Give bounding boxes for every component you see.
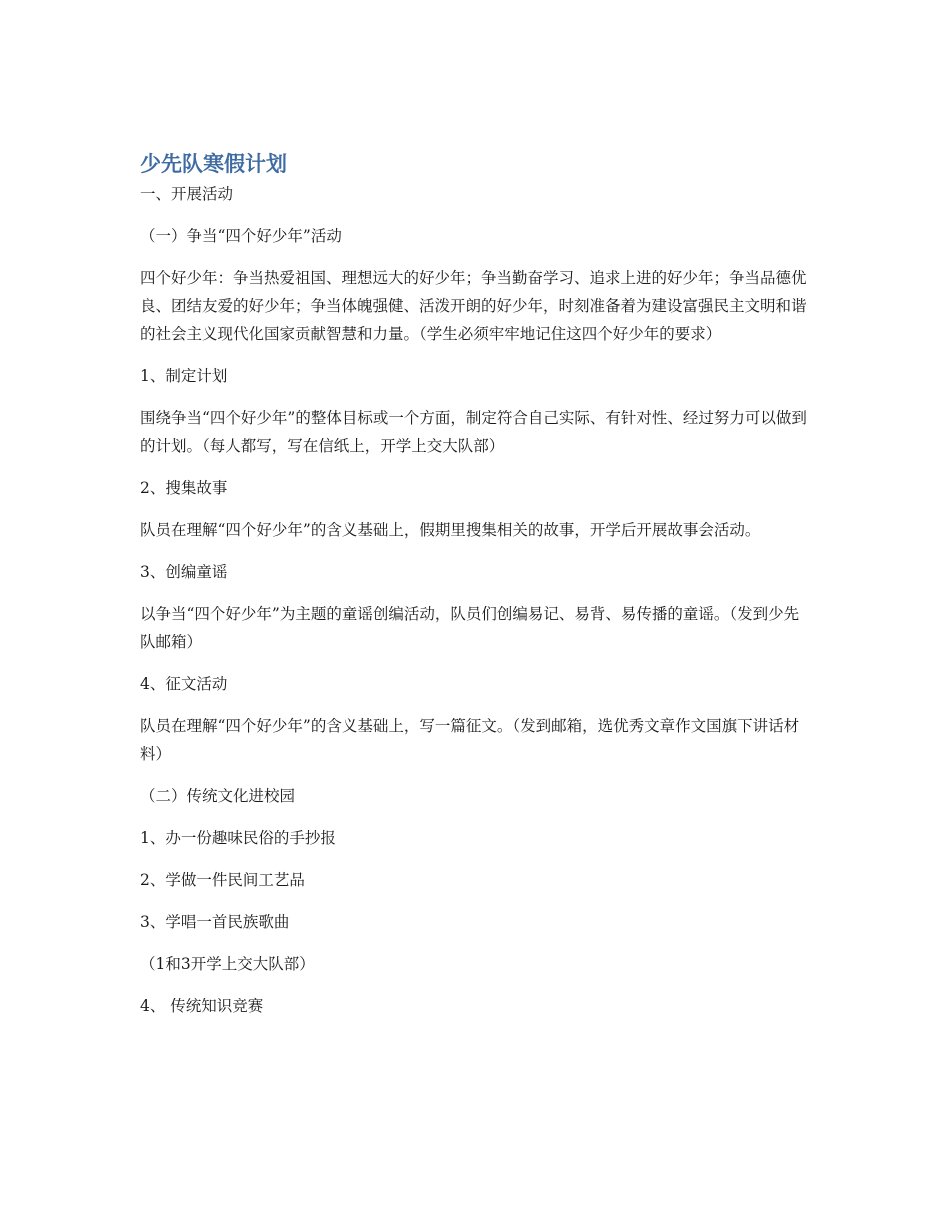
document-title: 少先队寒假计划 [140, 152, 287, 176]
list-item-handwritten-newspaper: 1、办一份趣味民俗的手抄报 [140, 829, 336, 847]
item-heading-collect-stories: 2、搜集故事 [140, 479, 228, 497]
body-paragraph-essay: 队员在理解“四个好少年”的含义基础上，写一篇征文。（发到邮箱，选优秀文章作文国旗下讲话材料） [140, 717, 800, 763]
item-heading-essay: 4、征文活动 [140, 675, 228, 693]
section-heading-1: 一、开展活动 [140, 185, 234, 203]
subsection-heading-2: （二）传统文化进校园 [140, 787, 296, 805]
body-paragraph-collect-stories: 队员在理解“四个好少年”的含义基础上，假期里搜集相关的故事，开学后开展故事会活动。 [140, 521, 761, 539]
body-paragraph-make-plan: 围绕争当“四个好少年”的整体目标或一个方面，制定符合自己实际、有针对性、经过努力可以做到的计划。（每人都写，写在信纸上，开学上交大队部） [140, 409, 807, 455]
list-item-knowledge-contest: 4、 传统知识竞赛 [140, 997, 264, 1015]
body-paragraph-create-rhymes: 以争当“四个好少年”为主题的童谣创编活动，队员们创编易记、易背、易传播的童谣。（发到少先队邮箱） [140, 605, 800, 651]
note-submission: （1和3开学上交大队部） [140, 955, 315, 973]
item-heading-make-plan: 1、制定计划 [140, 367, 228, 385]
list-item-folk-craft: 2、学做一件民间工艺品 [140, 871, 305, 889]
subsection-heading-1: （一）争当“四个好少年”活动 [140, 227, 342, 245]
body-paragraph-four-good-youth: 四个好少年：争当热爱祖国、理想远大的好少年；争当勤奋学习、追求上进的好少年；争当品德优良、团结友爱的好少年；争当体魄强健、活泼开朗的好少年，时刻准备着为建设富强民主文明和谐的社会主义现代化国家贡献智慧和力量。（学生必须牢牢地记住这四个好少年的要求） [140, 269, 807, 343]
item-heading-create-rhymes: 3、创编童谣 [140, 563, 228, 581]
list-item-folk-song: 3、学唱一首民族歌曲 [140, 913, 290, 931]
document-body [140, 150, 810, 1020]
